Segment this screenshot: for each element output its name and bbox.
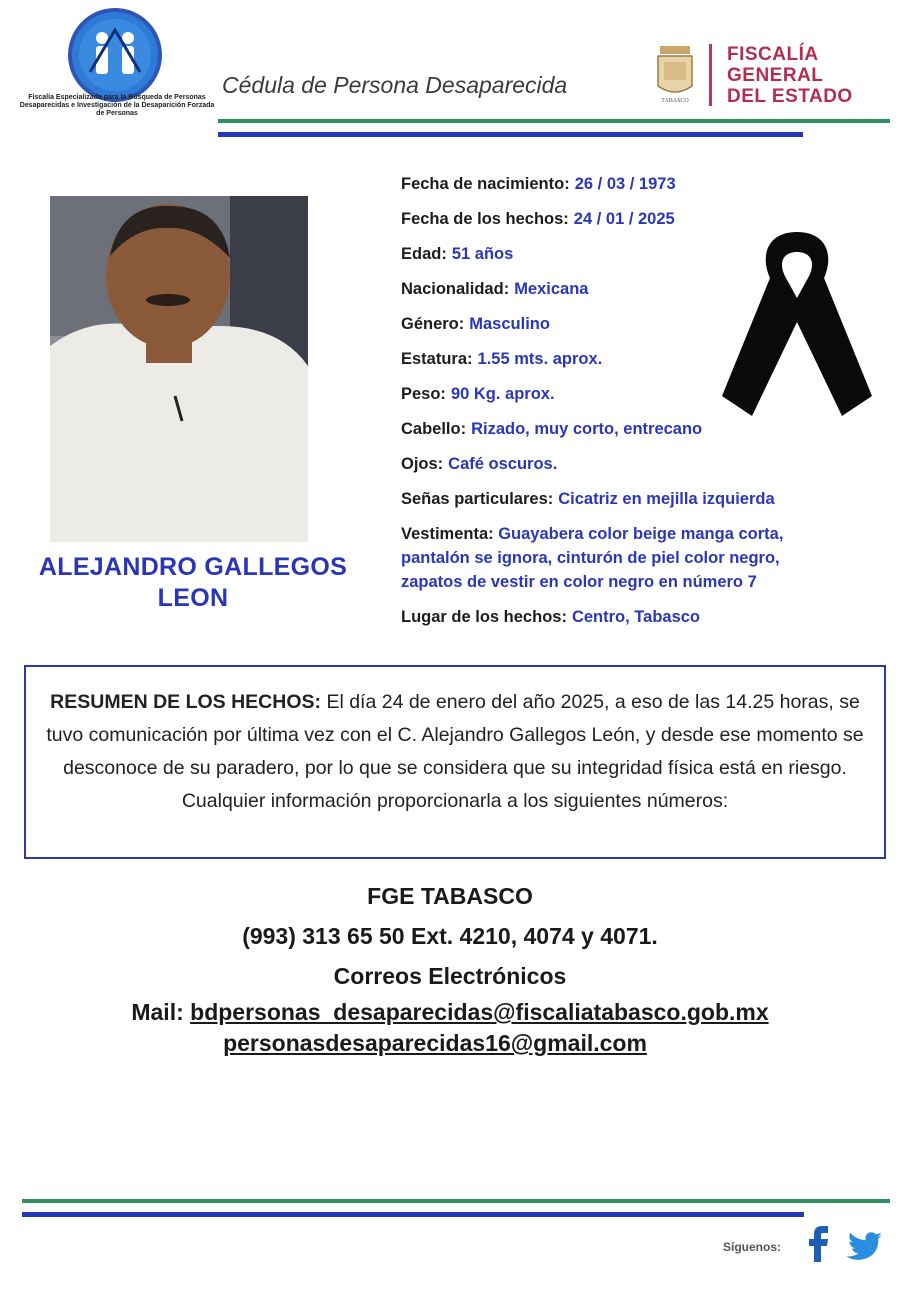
mourning-ribbon-icon [712, 226, 882, 422]
summary-text [40, 686, 870, 818]
detail-value: Guayabera color beige manga corta, [498, 525, 784, 543]
person-photo [50, 196, 308, 542]
contact-section [0, 876, 900, 1058]
detail-value: Cicatriz en mejilla izquierda [558, 490, 775, 508]
seal-text: TABASCO [661, 98, 689, 104]
contact-org: FGE TABASCO [367, 883, 533, 909]
detail-row [401, 605, 881, 629]
detail-label: Vestimenta: [401, 525, 494, 543]
detail-label: Nacionalidad: [401, 280, 510, 298]
logo-caption: Fiscalía Especializada para la Búsqueda de Personas Desaparecidas e Investigación de la Desaparición Forzada de Personas [19, 94, 215, 117]
facebook-icon[interactable] [806, 1226, 830, 1262]
detail-label: Género: [401, 315, 465, 333]
detail-label: Peso: [401, 385, 446, 403]
header-rule-green [218, 119, 890, 123]
detail-value: 1.55 mts. aprox. [477, 350, 603, 368]
email-link-2[interactable]: personasdesaparecidas16@gmail.com [223, 1030, 647, 1056]
email-link-1[interactable]: bdpersonas_desaparecidas@fiscaliatabasco.gob.mx [190, 999, 769, 1025]
contact-mail-2 [0, 1028, 900, 1058]
detail-row [401, 522, 881, 594]
state-seal-icon [652, 42, 698, 106]
brand-line-1: FISCALÍA [727, 44, 819, 65]
person-name-line-2: LEON [157, 584, 229, 612]
detail-value: Café oscuros. [448, 455, 558, 473]
detail-row [401, 452, 881, 476]
fge-brand [727, 44, 853, 107]
detail-label: Señas particulares: [401, 490, 554, 508]
page-title: Cédula de Persona Desaparecida [222, 72, 568, 98]
header-rule-blue [218, 132, 803, 137]
twitter-icon[interactable] [846, 1232, 882, 1260]
summary-body: El día 24 de enero del año 2025, a eso de las 14.25 horas, se tuvo comunicación por última vez con el C. Alejandro Gallegos León, y desde ese momento se desconoce de su paradero, por lo que se considera que su integridad física está en riesgo. Cualquier información proporcionarla a los siguientes números: [46, 691, 864, 812]
detail-value: 51 años [451, 245, 514, 263]
detail-label: Ojos: [401, 455, 444, 473]
detail-value: Mexicana [514, 280, 589, 298]
footer-rule-blue [22, 1212, 804, 1217]
contact-phone[interactable]: (993) 313 65 50 Ext. 4210, 4074 y 4071. [242, 923, 658, 949]
detail-value: Centro, Tabasco [571, 608, 701, 626]
header-divider [709, 44, 712, 106]
detail-value: Rizado, muy corto, entrecano [471, 420, 703, 438]
detail-label: Edad: [401, 245, 447, 263]
footer-rule-green [22, 1199, 890, 1203]
fiscalia-logo [68, 8, 162, 102]
brand-line-3: DEL ESTADO [727, 86, 853, 107]
summary-label: RESUMEN DE LOS HECHOS: [50, 691, 322, 713]
contact-emails-title: Correos Electrónicos [333, 963, 567, 989]
contact-mail [0, 996, 900, 1028]
detail-value-line-2: pantalón se ignora, cinturón de piel color negro, [401, 549, 780, 567]
detail-value: 90 Kg. aprox. [450, 385, 555, 403]
detail-label: Fecha de nacimiento: [401, 175, 570, 193]
detail-value: Masculino [469, 315, 550, 333]
detail-row [401, 487, 881, 511]
detail-label: Lugar de los hechos: [401, 608, 567, 626]
family-icon [72, 12, 158, 98]
detail-label: Estatura: [401, 350, 473, 368]
detail-label: Fecha de los hechos: [401, 210, 569, 228]
follow-label: Síguenos: [723, 1240, 782, 1254]
detail-value: 26 / 03 / 1973 [574, 175, 676, 193]
detail-value-line-3: zapatos de vestir en color negro en número 7 [401, 573, 757, 591]
detail-value: 24 / 01 / 2025 [573, 210, 675, 228]
person-name [10, 552, 376, 614]
detail-label: Cabello: [401, 420, 467, 438]
mail-label: Mail: [131, 999, 184, 1025]
brand-line-2: GENERAL [727, 65, 824, 86]
person-name-line-1: ALEJANDRO GALLEGOS [38, 553, 348, 581]
detail-row [401, 172, 881, 196]
